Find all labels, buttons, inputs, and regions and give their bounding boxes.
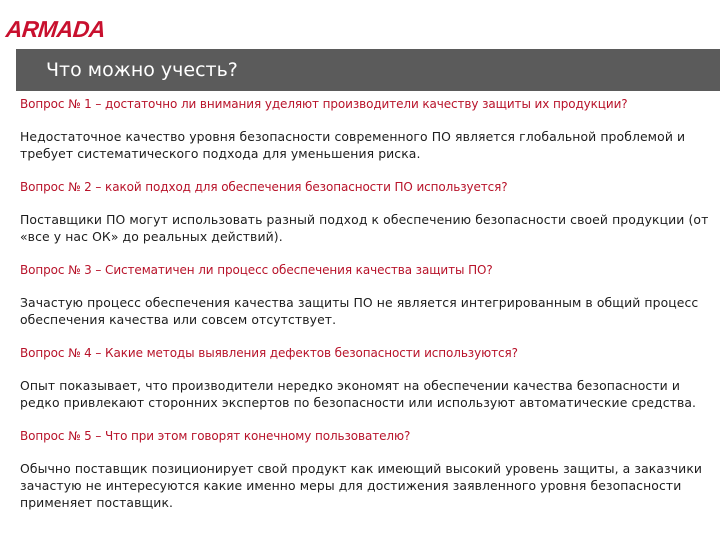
armada-logo: ARMADA xyxy=(4,16,107,42)
answer-1: Недостаточное качество уровня безопасности современного ПО является глобальной проблемой и требует систематического подхода для уменьшения риска. xyxy=(20,129,686,161)
question-5: Вопрос № 5 – Что при этом говорят конечному пользователю? xyxy=(20,429,411,443)
answer-3: Зачастую процесс обеспечения качества защиты ПО не является интегрированным в общий процесс обеспечения качества или совсем отсутствует. xyxy=(20,295,699,327)
slide-title-bar xyxy=(16,49,720,91)
answer-2: Поставщики ПО могут использовать разный подход к обеспечению безопасности своей продукции (от «все у нас ОК» до реальных действий). xyxy=(20,212,709,244)
question-4: Вопрос № 4 – Какие методы выявления дефектов безопасности используются? xyxy=(20,346,518,360)
slide-title: Что можно учесть? xyxy=(46,58,238,81)
qa-list xyxy=(20,96,710,511)
question-2: Вопрос № 2 – какой подход для обеспечения безопасности ПО используется? xyxy=(20,180,508,194)
question-1: Вопрос № 1 – достаточно ли внимания уделяют производители качеству защиты их продукции? xyxy=(20,97,628,111)
question-3: Вопрос № 3 – Систематичен ли процесс обеспечения качества защиты ПО? xyxy=(20,263,493,277)
answer-4: Опыт показывает, что производители нередко экономят на обеспечении качества безопасности и редко привлекают сторонних экспертов по безопасности или используют автоматические средства. xyxy=(20,378,697,410)
answer-5: Обычно поставщик позиционирует свой продукт как имеющий высокий уровень защиты, а заказчики зачастую не интересуются какие именно меры для достижения заявленного уровня безопасности применяет поставщик. xyxy=(20,461,703,510)
